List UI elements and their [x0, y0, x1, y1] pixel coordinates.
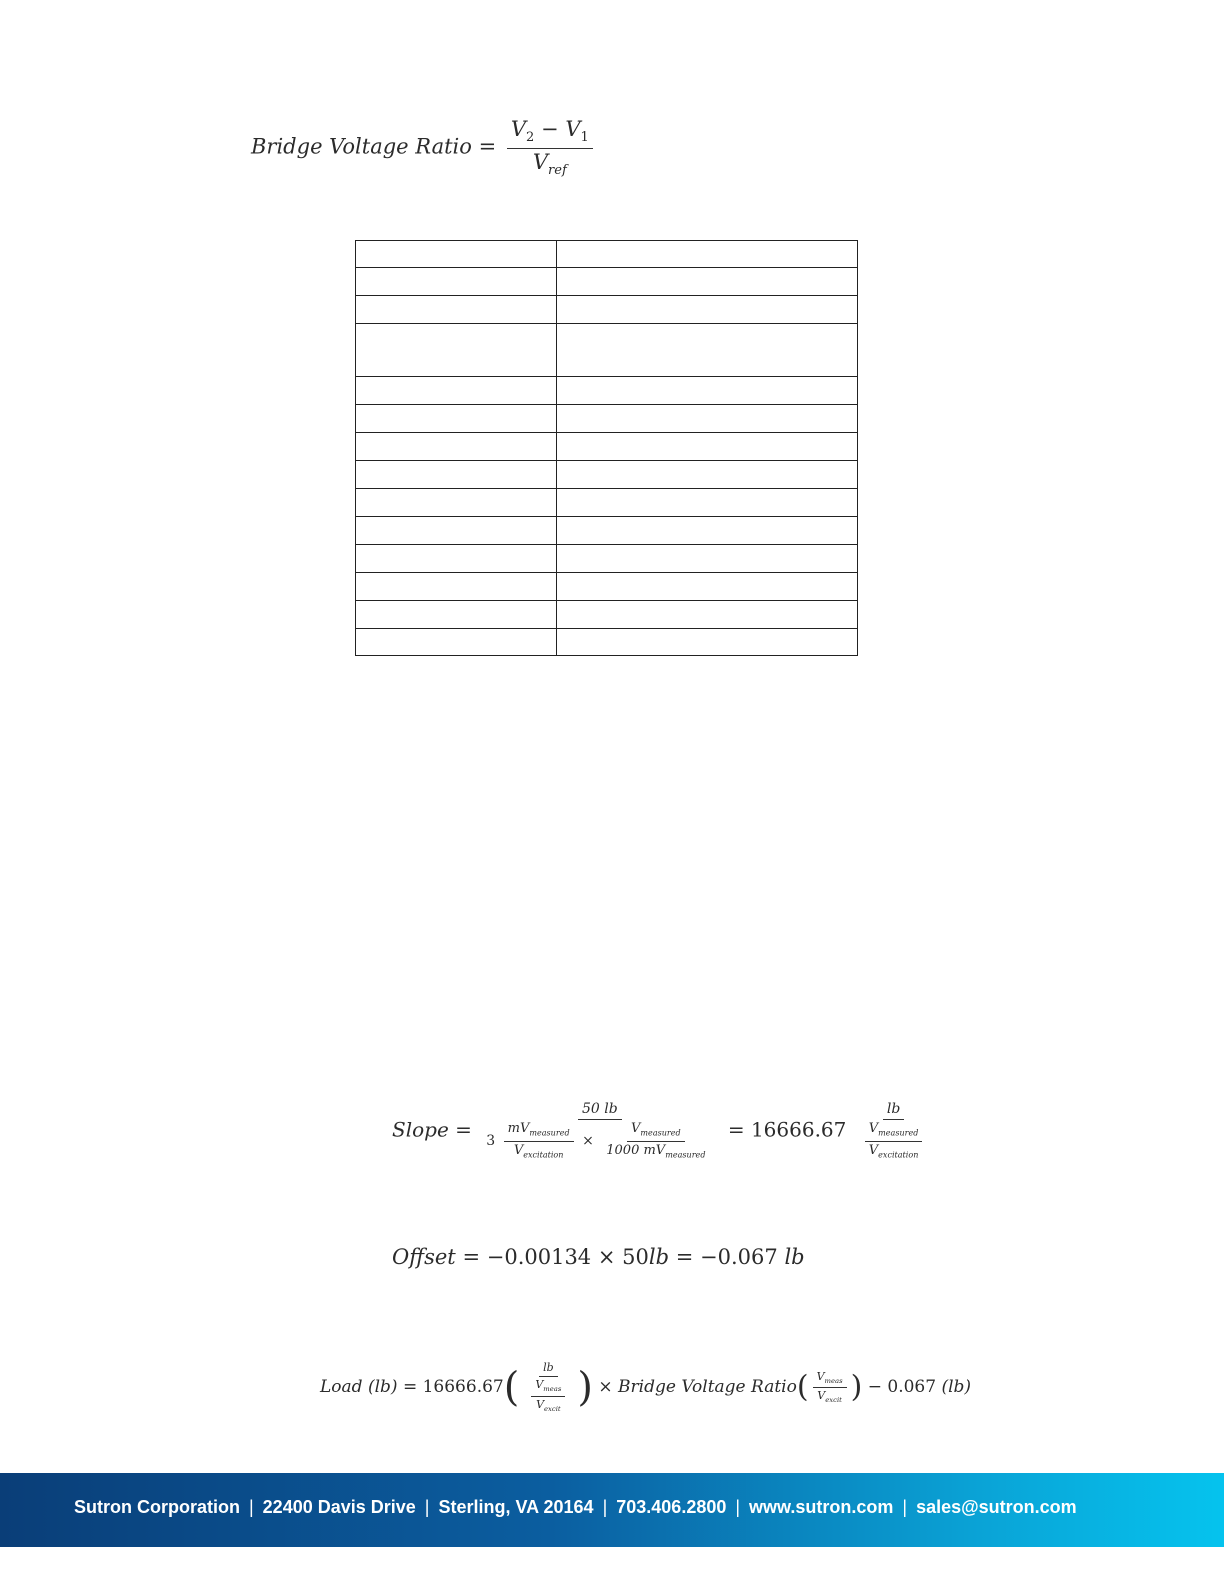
- table-cell: [557, 241, 858, 268]
- footer-website-link[interactable]: www.sutron.com: [749, 1497, 894, 1517]
- table-row: [356, 433, 858, 461]
- table-row: [356, 489, 858, 517]
- offset-multiplier: 50: [622, 1245, 649, 1269]
- footer-address: 22400 Davis Drive: [262, 1497, 416, 1517]
- table-row: [356, 573, 858, 601]
- slope-unit-inner-num: [865, 1122, 923, 1141]
- slope-f1-den: [510, 1142, 568, 1160]
- load-equation: [320, 1362, 971, 1413]
- table-cell: [356, 461, 557, 489]
- table-cell: [557, 573, 858, 601]
- offset-result: −0.067: [700, 1245, 778, 1269]
- table-cell: [557, 296, 858, 324]
- unit-v: V: [536, 1397, 545, 1411]
- table-cell: [557, 489, 858, 517]
- load-unit-inner-den: [532, 1397, 565, 1414]
- table-row: [356, 601, 858, 629]
- offset-multiplier-unit: lb: [648, 1245, 670, 1269]
- unit-v: V: [817, 1389, 826, 1403]
- load-unit-inner-num: [531, 1379, 565, 1397]
- slope-lhs: Slope: [392, 1117, 449, 1142]
- footer-company: Sutron Corporation: [74, 1497, 240, 1517]
- table-row: [356, 377, 858, 405]
- sub-measured: measured: [878, 1128, 919, 1138]
- offset-lhs: Offset: [392, 1245, 456, 1269]
- table-cell: [557, 629, 858, 656]
- sub-measured: measured: [640, 1128, 681, 1138]
- minus-sign: −: [541, 117, 559, 141]
- slope-main-numerator: 50 lb: [578, 1102, 622, 1120]
- sub-excitation: excitation: [878, 1150, 919, 1160]
- footer-phone: 703.406.2800: [616, 1497, 727, 1517]
- unit-v: V: [513, 1142, 524, 1158]
- table-cell: [557, 545, 858, 573]
- table-cell: [557, 433, 858, 461]
- slope-coef: 3: [486, 1133, 496, 1150]
- footer-separator: |: [602, 1497, 608, 1517]
- slope-unit-fraction: [857, 1102, 931, 1160]
- offset-unit: lb: [784, 1245, 805, 1269]
- table-cell: [356, 433, 557, 461]
- times-sign: ×: [597, 1245, 616, 1269]
- slope-unit-inner-fraction: [865, 1122, 923, 1160]
- eq-fraction: [507, 118, 593, 178]
- right-paren: ): [850, 1369, 863, 1405]
- table-row: [356, 241, 858, 268]
- slope-main-fraction: [482, 1102, 717, 1160]
- slope-fraction-2: [602, 1122, 709, 1160]
- table-row: [356, 268, 858, 296]
- unit-1000-mv: 1000 mV: [606, 1142, 666, 1158]
- table-cell: [356, 268, 557, 296]
- table-row: [356, 296, 858, 324]
- slope-fraction-1: [504, 1122, 574, 1160]
- load-coefficient: 16666.67: [422, 1377, 504, 1398]
- load-lhs: Load: [320, 1377, 363, 1398]
- load-equals: =: [402, 1377, 418, 1398]
- minus-sign: −: [867, 1377, 882, 1398]
- table-cell: [557, 517, 858, 545]
- times-sign: ×: [598, 1377, 613, 1398]
- slope-unit-denominator: [857, 1120, 931, 1160]
- table-cell: [356, 601, 557, 629]
- table-cell: [557, 377, 858, 405]
- load-ratio-term: Bridge Voltage Ratio: [618, 1377, 797, 1398]
- eq-lhs: Bridge Voltage Ratio: [251, 134, 472, 159]
- table-cell: [356, 489, 557, 517]
- slope-f2-num: [627, 1122, 685, 1141]
- table-cell: [557, 601, 858, 629]
- sub-2: 2: [526, 130, 535, 146]
- table-row: [356, 405, 858, 433]
- load-unit-inner-fraction: [531, 1379, 565, 1413]
- load-offset: 0.067: [887, 1377, 937, 1398]
- table-cell: [356, 545, 557, 573]
- table-cell: [356, 241, 557, 268]
- load-lhs-unit: (lb): [367, 1377, 398, 1398]
- table-cell: [356, 377, 557, 405]
- slope-equation: [392, 1102, 934, 1160]
- sub-measured: measured: [529, 1128, 570, 1138]
- offset-equals: =: [462, 1245, 481, 1269]
- table-cell: [557, 268, 858, 296]
- load-unit-fraction: [523, 1362, 573, 1413]
- slope-f2-den: [602, 1142, 709, 1160]
- load-ratio-den: [813, 1388, 846, 1405]
- var-vref: V: [532, 149, 549, 174]
- table-cell: [356, 324, 557, 377]
- table-cell: [356, 629, 557, 656]
- left-paren: (: [503, 1364, 520, 1411]
- sub-excitation: excitation: [523, 1150, 564, 1160]
- eq-denominator: [529, 149, 571, 179]
- slope-equals: =: [455, 1117, 472, 1142]
- slope-main-denominator: [482, 1120, 717, 1160]
- footer-separator: |: [902, 1497, 908, 1517]
- sub-ref: ref: [548, 162, 567, 178]
- unit-v: V: [631, 1121, 641, 1137]
- eq-numerator: [507, 118, 593, 149]
- table-row: [356, 629, 858, 656]
- eq-equals: =: [478, 134, 497, 159]
- slope-result: 16666.67: [750, 1117, 847, 1142]
- table-cell: [557, 324, 858, 377]
- load-ratio-num: [813, 1371, 847, 1389]
- offset-equation: [392, 1245, 805, 1269]
- sub-excit: excit: [825, 1396, 842, 1405]
- table-row: [356, 545, 858, 573]
- footer-separator: |: [424, 1497, 430, 1517]
- left-paren: (: [796, 1369, 809, 1405]
- sub-meas: meas: [543, 1385, 562, 1394]
- slope-f1-num: [504, 1122, 574, 1141]
- table-row: [356, 517, 858, 545]
- footer-city: Sterling, VA 20164: [438, 1497, 594, 1517]
- table-cell: [356, 405, 557, 433]
- offset-equals-2: =: [675, 1245, 694, 1269]
- table-body: [356, 241, 858, 656]
- load-unit-denominator: [523, 1377, 573, 1413]
- times-sign: ×: [582, 1133, 594, 1150]
- bridge-voltage-ratio-equation: [251, 118, 597, 178]
- table-cell: [356, 517, 557, 545]
- load-rhs-unit: (lb): [941, 1377, 972, 1398]
- load-ratio-fraction: [813, 1371, 847, 1405]
- sub-1: 1: [580, 130, 589, 146]
- table-cell: [557, 405, 858, 433]
- footer-bar: [0, 1473, 1224, 1547]
- footer-separator: |: [735, 1497, 741, 1517]
- load-unit-numerator: lb: [539, 1362, 558, 1377]
- slope-equals-2: =: [727, 1117, 745, 1142]
- sub-excit: excit: [544, 1404, 561, 1413]
- offset-value: −0.00134: [486, 1245, 592, 1269]
- sub-meas: meas: [824, 1376, 843, 1385]
- var-v2: V: [510, 117, 527, 141]
- table-cell: [356, 296, 557, 324]
- sub-measured: measured: [665, 1150, 706, 1160]
- unit-v: V: [816, 1369, 825, 1383]
- unit-v: V: [535, 1378, 544, 1392]
- right-paren: ): [577, 1364, 593, 1411]
- table-cell: [356, 573, 557, 601]
- footer-contact-line: [74, 1497, 1077, 1518]
- unit-v: V: [868, 1142, 879, 1158]
- empty-table: [355, 240, 858, 656]
- table-cell: [557, 461, 858, 489]
- var-v1: V: [565, 117, 581, 141]
- table-row: [356, 324, 858, 377]
- table-row: [356, 461, 858, 489]
- footer-email-link[interactable]: sales@sutron.com: [916, 1497, 1077, 1517]
- unit-v: V: [868, 1121, 879, 1137]
- unit-mv: mV: [507, 1121, 530, 1137]
- slope-unit-inner-den: [865, 1142, 923, 1160]
- slope-unit-numerator: lb: [883, 1102, 904, 1120]
- footer-separator: |: [248, 1497, 254, 1517]
